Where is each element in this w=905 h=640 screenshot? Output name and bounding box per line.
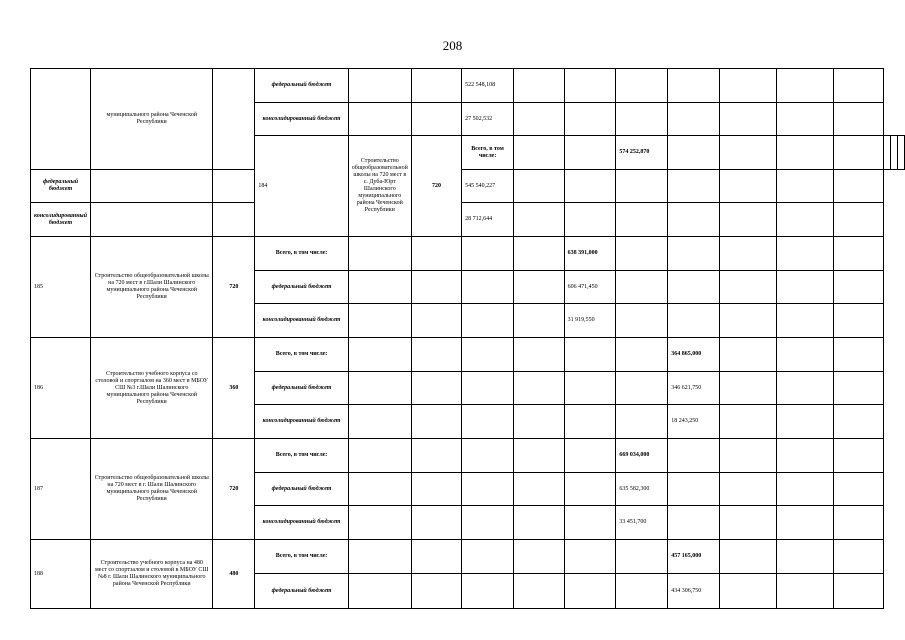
capacity-cell: 720: [213, 237, 255, 338]
capacity-cell: 720: [411, 136, 461, 237]
value-cell: 434 306,750: [668, 574, 720, 609]
table-row: [31, 338, 905, 372]
value-cell: 457 165,000: [668, 540, 720, 574]
value-cell: 33 451,700: [616, 506, 668, 540]
capacity-cell: 360: [213, 338, 255, 439]
value-cell: 346 621,750: [668, 372, 720, 405]
value-cell: 28 712,644: [462, 203, 514, 237]
table-row: [31, 439, 905, 473]
source-total-label: Всего, в том числе:: [255, 439, 348, 473]
source-total-label: Всего, в том числе:: [255, 540, 348, 574]
value-cell: 545 540,227: [462, 170, 514, 203]
value-cell: 27 502,532: [462, 103, 514, 136]
object-name-cell: Строительство общеобразовательной школы на 720 мест в г. Шали Шалинского муниципального района Чеченской Республики: [91, 439, 213, 540]
budget-table: [30, 68, 905, 609]
table-row: [31, 237, 905, 271]
capacity-cell: [213, 69, 255, 170]
object-name-cell: Строительство учебного корпуса со столовой и спортзалом на 360 мест в МБОУ СШ №3 г.Шали Шалинского муниципального района Чеченской Республики: [91, 338, 213, 439]
row-number-cell: 185: [31, 237, 91, 338]
table-row: [31, 69, 905, 103]
value-cell: 638 391,000: [564, 237, 616, 271]
row-number-cell: [31, 69, 91, 170]
source-total-label: Всего, в том числе:: [255, 338, 348, 372]
value-cell: 18 243,250: [668, 405, 720, 439]
source-federal-label: федеральный бюджет: [255, 372, 348, 405]
source-federal-label: федеральный бюджет: [31, 170, 91, 203]
value-cell: 606 471,450: [564, 271, 616, 304]
source-consolidated-label: консолидированный бюджет: [255, 405, 348, 439]
row-number-cell: 188: [31, 540, 91, 609]
capacity-cell: 480: [213, 540, 255, 609]
value-cell: 522 548,108: [462, 69, 514, 103]
source-total-label: Всего, в том числе:: [255, 237, 348, 271]
value-cell: 364 865,000: [668, 338, 720, 372]
row-number-cell: 184: [255, 136, 348, 237]
source-consolidated-label: консолидированный бюджет: [31, 203, 91, 237]
source-consolidated-label: консолидированный бюджет: [255, 506, 348, 540]
table-row: [31, 203, 905, 237]
table-row: [31, 170, 905, 203]
page-number: 208: [442, 38, 463, 53]
value-cell: 669 034,000: [616, 439, 668, 473]
object-name-cell: Строительство учебного корпуса на 480 мест со спортзалом и столовой в МБОУ СШ №8 г. Шали Шалинского муниципального района Чеченской Республики: [91, 540, 213, 609]
row-number-cell: 186: [31, 338, 91, 439]
source-federal-label: федеральный бюджет: [255, 271, 348, 304]
source-consolidated-label: консолидированный бюджет: [255, 103, 348, 136]
source-federal-label: федеральный бюджет: [255, 574, 348, 609]
value-cell: 574 252,870: [616, 136, 668, 170]
object-name-cell: муниципального района Чеченской Республики: [91, 69, 213, 170]
source-federal-label: федеральный бюджет: [255, 69, 348, 103]
row-number-cell: 187: [31, 439, 91, 540]
source-total-label: Всего, в том числе:: [462, 136, 514, 170]
object-name-cell: Строительство общеобразовательной школы на 720 мест в г.Шали Шалинского муниципального района Чеченской Республики: [91, 237, 213, 338]
value-cell: 635 582,300: [616, 473, 668, 506]
object-name-cell: Строительство общеобразовательной школы на 720 мест в с. Дуба-Юрт Шалинского муниципального района Чеченской Республики: [348, 136, 411, 237]
value-cell: 31 919,550: [564, 304, 616, 338]
source-consolidated-label: консолидированный бюджет: [255, 304, 348, 338]
source-federal-label: федеральный бюджет: [255, 473, 348, 506]
capacity-cell: 720: [213, 439, 255, 540]
table-row: [31, 540, 905, 574]
